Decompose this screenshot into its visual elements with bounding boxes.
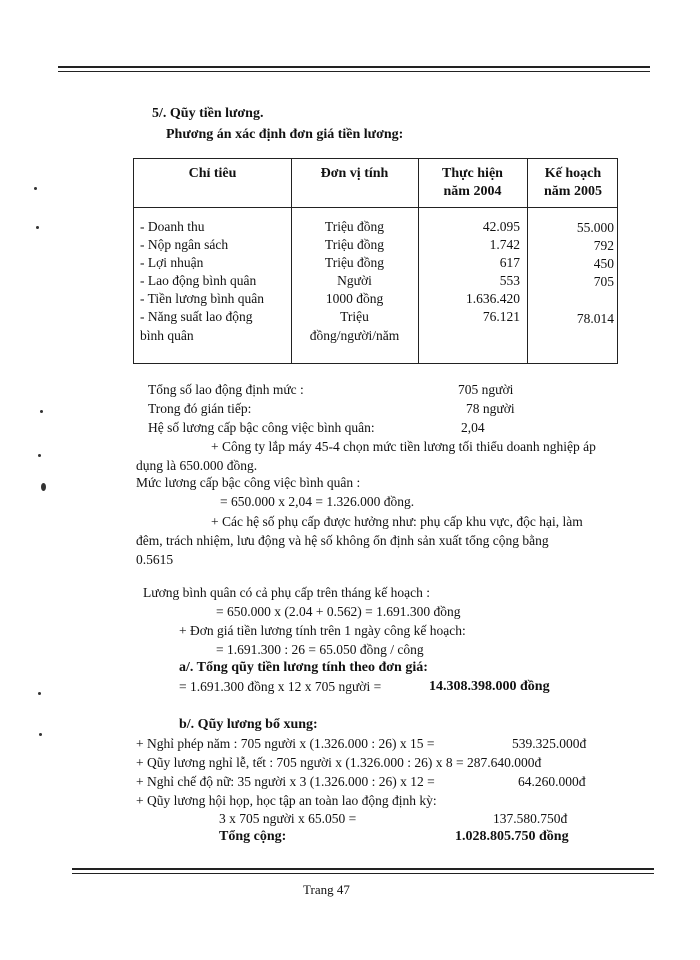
avg-wage-label: Mức lương cấp bậc công việc bình quân : bbox=[136, 475, 361, 490]
female-leave-label: + Nghỉ chế độ nữ: 35 người x 3 (1.326.000 : 26) x 12 = bbox=[136, 774, 435, 789]
scan-speck bbox=[38, 454, 41, 457]
row-plan: 792 bbox=[593, 238, 614, 253]
table-header-divider bbox=[134, 207, 617, 208]
monthly-wage-label: Lương bình quân có cả phụ cấp trên tháng kế hoạch : bbox=[143, 585, 430, 600]
paragraph-allowance: + Các hệ số phụ cấp được hưởng như: phụ cấp khu vực, độc hại, làm bbox=[211, 514, 583, 529]
meeting-fund-equation: 3 x 705 người x 65.050 = bbox=[219, 811, 357, 826]
paragraph-min-wage-cont: dụng là 650.000 đồng. bbox=[136, 458, 258, 473]
indirect-label: Trong đó gián tiếp: bbox=[148, 401, 252, 416]
annual-leave-label: + Nghỉ phép năm : 705 người x (1.326.000 : 26) x 15 = bbox=[136, 736, 435, 751]
row-name: - Tiền lương bình quân bbox=[140, 291, 264, 306]
row-unit: Triệu bbox=[340, 309, 369, 324]
row-name: - Lợi nhuận bbox=[140, 255, 204, 270]
total-fund-equation: = 1.691.300 đồng x 12 x 705 người = bbox=[179, 679, 382, 694]
scan-speck bbox=[38, 692, 41, 695]
meeting-fund-label: + Qũy lương hội họp, học tập an toàn lao động định kỳ: bbox=[136, 793, 437, 808]
scan-speck bbox=[41, 483, 46, 491]
supplement-fund-title: b/. Qũy lương bổ xung: bbox=[179, 717, 318, 732]
row-unit: 1000 đồng bbox=[325, 291, 384, 306]
header-ke-hoach-year: năm 2005 bbox=[544, 184, 602, 199]
labor-total-value: 705 người bbox=[458, 382, 514, 397]
row-plan: 78.014 bbox=[576, 311, 614, 326]
coefficient-value: 2,04 bbox=[461, 420, 485, 435]
row-unit: Triệu đồng bbox=[324, 255, 385, 270]
header-ke-hoach: Kế hoạch bbox=[544, 166, 602, 181]
row-name: - Doanh thu bbox=[140, 219, 205, 234]
row-unit: Triệu đồng bbox=[324, 219, 385, 234]
row-name: - Năng suất lao động bbox=[140, 309, 253, 324]
header-rule bbox=[58, 66, 650, 68]
paragraph-allowance-end: 0.5615 bbox=[136, 552, 174, 567]
row-name: - Nộp ngân sách bbox=[140, 237, 229, 252]
monthly-wage-equation: = 650.000 x (2.04 + 0.562) = 1.691.300 đồng bbox=[216, 604, 461, 619]
footer-rule-thin bbox=[72, 873, 654, 874]
row-actual: 617 bbox=[499, 255, 520, 270]
row-unit: Triệu đồng bbox=[324, 237, 385, 252]
row-unit: Người bbox=[337, 273, 372, 288]
salary-table bbox=[133, 158, 618, 364]
female-leave-value: 64.260.000đ bbox=[518, 774, 586, 789]
scan-speck bbox=[39, 733, 42, 736]
daily-rate-equation: = 1.691.300 : 26 = 65.050 đồng / công bbox=[216, 642, 424, 657]
paragraph-allowance-cont: đêm, trách nhiệm, lưu động và hệ số không ổn định sản xuất tổng cộng bằng bbox=[136, 533, 549, 548]
row-plan: 705 bbox=[593, 274, 614, 289]
header-chi-tieu: Chỉ tiêu bbox=[188, 166, 237, 181]
total-fund-value: 14.308.398.000 đồng bbox=[429, 679, 550, 694]
scan-speck bbox=[36, 226, 39, 229]
row-actual: 553 bbox=[499, 273, 520, 288]
footer-rule bbox=[72, 868, 654, 870]
row-name-cont: bình quân bbox=[140, 328, 194, 343]
paragraph-min-wage: + Công ty lắp máy 45-4 chọn mức tiền lương tối thiểu doanh nghiệp áp bbox=[211, 439, 596, 454]
avg-wage-equation: = 650.000 x 2,04 = 1.326.000 đồng. bbox=[220, 494, 415, 509]
scan-speck bbox=[40, 410, 43, 413]
row-actual: 1.742 bbox=[489, 237, 520, 252]
page-number: Trang 47 bbox=[303, 882, 350, 897]
row-actual: 76.121 bbox=[482, 309, 520, 324]
meeting-fund-value: 137.580.750đ bbox=[493, 811, 568, 826]
header-rule-thin bbox=[58, 71, 650, 72]
grand-total-label: Tổng cộng: bbox=[219, 829, 287, 844]
holiday-fund-line: + Qũy lương nghỉ lễ, tết : 705 người x (1.326.000 : 26) x 8 = 287.640.000đ bbox=[136, 755, 542, 770]
header-thuc-hien: Thực hiện bbox=[442, 166, 503, 181]
header-don-vi: Đơn vị tính bbox=[320, 166, 389, 181]
indirect-value: 78 người bbox=[466, 401, 515, 416]
row-plan: 450 bbox=[593, 256, 614, 271]
row-plan: 55.000 bbox=[576, 220, 614, 235]
coefficient-label: Hệ số lương cấp bậc công việc bình quân: bbox=[148, 420, 375, 435]
grand-total-value: 1.028.805.750 đồng bbox=[455, 829, 569, 844]
row-actual: 42.095 bbox=[482, 219, 520, 234]
total-fund-title: a/. Tổng qũy tiền lương tính theo đơn giá: bbox=[179, 660, 428, 675]
row-name: - Lao động bình quân bbox=[140, 273, 257, 288]
daily-rate-label: + Đơn giá tiền lương tính trên 1 ngày công kế hoạch: bbox=[179, 623, 466, 638]
annual-leave-value: 539.325.000đ bbox=[512, 736, 587, 751]
scan-speck bbox=[34, 187, 37, 190]
section-subtitle: Phương án xác định đơn giá tiền lương: bbox=[166, 127, 404, 142]
section-title: 5/. Qũy tiền lương. bbox=[152, 106, 264, 121]
row-actual: 1.636.420 bbox=[466, 291, 520, 306]
row-unit-cont: đồng/người/năm bbox=[309, 328, 400, 343]
labor-total-label: Tổng số lao động định mức : bbox=[148, 382, 304, 397]
header-thuc-hien-year: năm 2004 bbox=[443, 184, 502, 199]
